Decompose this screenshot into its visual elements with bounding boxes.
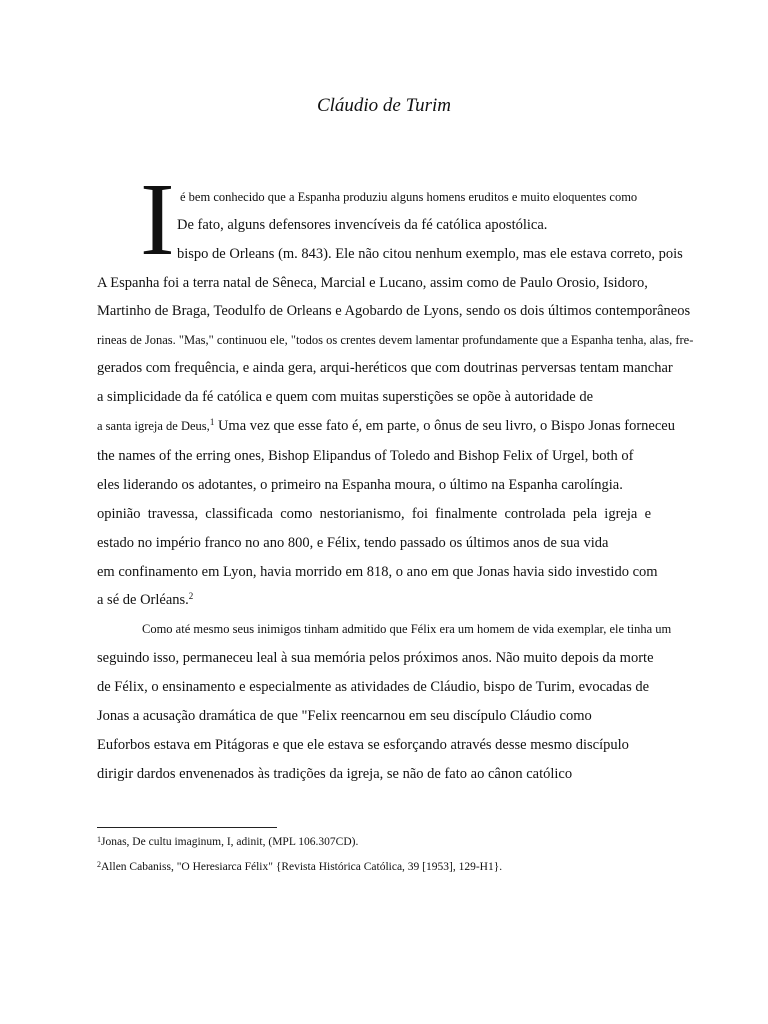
- footnote-separator: [97, 827, 277, 828]
- text-line-17: seguindo isso, permaneceu leal à sua memória pelos próximos anos. Não muito depois da morte: [97, 650, 654, 666]
- text-line-9: [97, 417, 675, 435]
- text-fragment: Uma vez que esse fato é, em parte, o ônus de seu livro, o Bispo Jonas forneceu: [217, 418, 675, 434]
- footnote-2: [97, 861, 502, 873]
- text-fragment: a santa igreja de Deus,: [97, 419, 210, 433]
- page-title: Cláudio de Turim: [316, 95, 452, 116]
- text-line-14: em confinamento em Lyon, havia morrido em 818, o ano em que Jonas havia sido investido com: [97, 564, 658, 580]
- text-line-16: Como até mesmo seus inimigos tinham admitido que Félix era um homem de vida exemplar, ele tinha um: [142, 622, 672, 636]
- footnote-ref-2: 2: [188, 591, 194, 601]
- footnote-1: [97, 836, 358, 848]
- text-line-3: bispo de Orleans (m. 843). Ele não citou nenhum exemplo, mas ele estava correto, pois: [177, 246, 683, 262]
- footnote-number: 1: [97, 835, 101, 844]
- text-line-6: rineas de Jonas. "Mas," continuou ele, "todos os crentes devem lamentar profundamente que a Espanha tenha, alas, fre-: [97, 333, 694, 347]
- text-line-1: é bem conhecido que a Espanha produziu alguns homens eruditos e muito eloquentes como: [180, 190, 638, 204]
- text-line-5: Martinho de Braga, Teodulfo de Orleans e Agobardo de Lyons, sendo os dois últimos contemporâneos: [97, 303, 691, 319]
- text-line-21: dirigir dardos envenenados às tradições da igreja, se não de fato ao cânon católico: [97, 766, 573, 782]
- text-line-11: eles liderando os adotantes, o primeiro na Espanha moura, o último na Espanha carolíngia.: [97, 477, 623, 493]
- text-line-7: gerados com frequência, e ainda gera, arqui-heréticos que com doutrinas perversas tentam manchar: [97, 360, 673, 376]
- drop-cap-letter: I: [140, 162, 175, 277]
- text-line-2: De fato, alguns defensores invencíveis da fé católica apostólica.: [177, 217, 548, 233]
- text-line-19: Jonas a acusação dramática de que "Felix reencarnou em seu discípulo Cláudio como: [97, 708, 592, 724]
- footnote-number: 2: [97, 860, 101, 869]
- text-fragment: a sé de Orléans.: [97, 592, 189, 608]
- text-line-4: A Espanha foi a terra natal de Sêneca, Marcial e Lucano, assim como de Paulo Orosio, Isidoro,: [97, 275, 648, 291]
- text-line-10: the names of the erring ones, Bishop Elipandus of Toledo and Bishop Felix of Urgel, both of: [97, 448, 634, 464]
- text-line-13: estado no império franco no ano 800, e Félix, tendo passado os últimos anos de sua vida: [97, 535, 609, 551]
- footnote-ref-1: 1: [209, 417, 215, 427]
- text-line-15: [97, 591, 193, 609]
- text-line-20: Euforbos estava em Pitágoras e que ele estava se esforçando através desse mesmo discípulo: [97, 737, 629, 753]
- text-line-18: de Félix, o ensinamento e especialmente as atividades de Cláudio, bispo de Turim, evocadas de: [97, 679, 650, 695]
- footnote-text: Allen Cabaniss, "O Heresiarca Félix" {Revista Histórica Católica, 39 [1953], 129-H1}.: [101, 861, 503, 873]
- footnote-text: Jonas, De cultu imaginum, I, adinit, (MPL 106.307CD).: [101, 836, 359, 848]
- text-line-12: opinião travessa, classificada como nestorianismo, foi finalmente controlada pela igreja e: [97, 506, 651, 522]
- text-line-8: a simplicidade da fé católica e quem com muitas superstições se opõe à autoridade de: [97, 389, 594, 405]
